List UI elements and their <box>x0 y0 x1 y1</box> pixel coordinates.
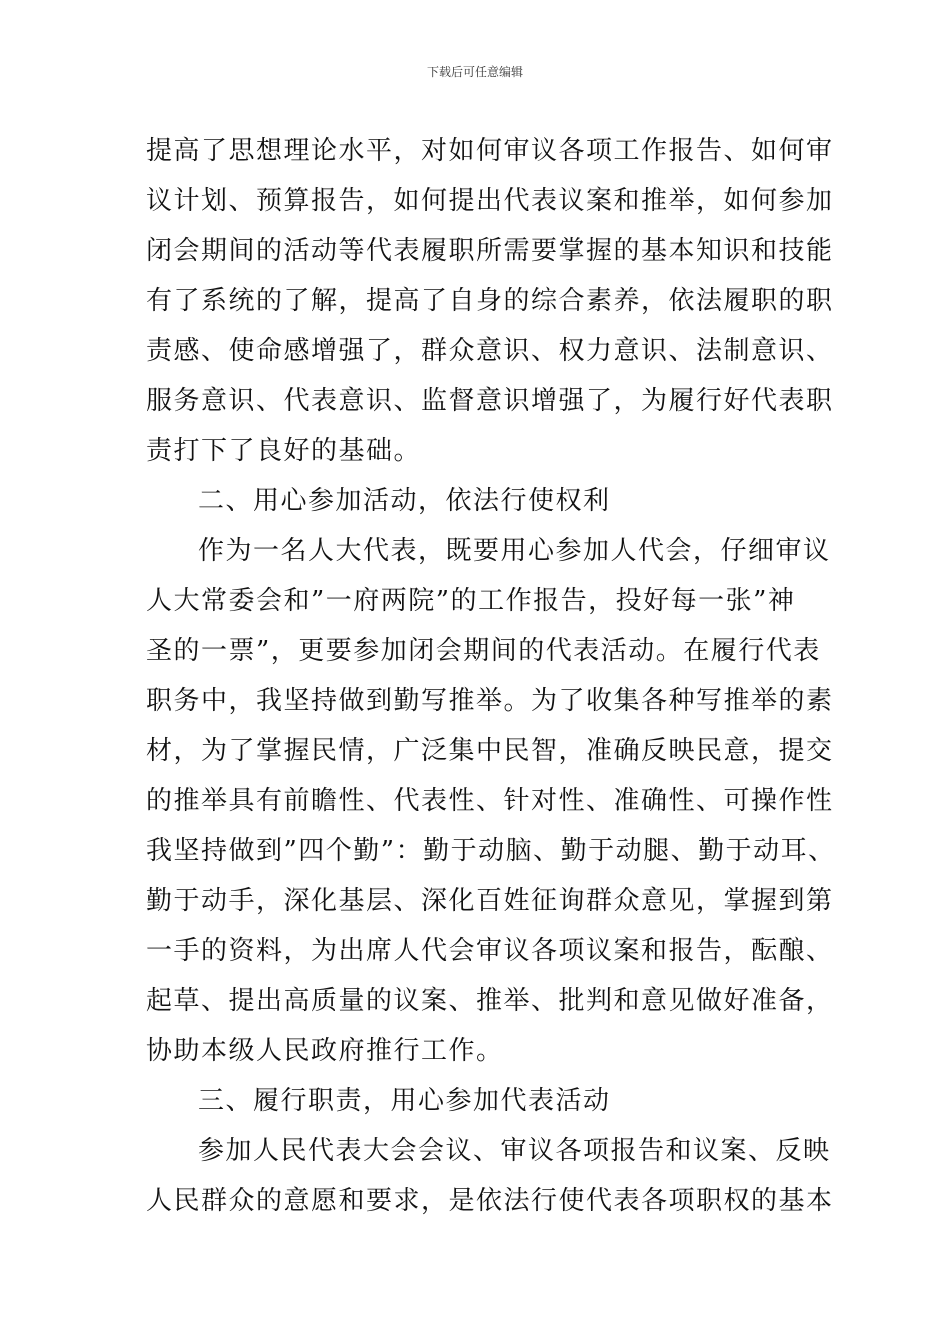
text-line: 责打下了良好的基础。 <box>146 436 422 466</box>
text-line: 圣的一票”，更要参加闭会期间的代表活动。在履行代表 <box>146 636 821 666</box>
document-body <box>146 126 836 1226</box>
text-line: 勤于动手，深化基层、深化百姓征询群众意见，掌握到第 <box>146 886 834 916</box>
text-line: 人大常委会和”一府两院”的工作报告，投好每一张”神 <box>146 586 796 616</box>
text-line: 有了系统的了解，提高了自身的综合素养，依法履职的职 <box>146 286 834 316</box>
text-line: 的推举具有前瞻性、代表性、针对性、准确性、可操作性 <box>146 786 834 816</box>
page-header: 下载后可任意编辑 <box>426 65 523 79</box>
text-line: 人民群众的意愿和要求，是依法行使代表各项职权的基本 <box>146 1186 834 1216</box>
text-line: 提高了思想理论水平，对如何审议各项工作报告、如何审 <box>146 136 834 166</box>
text-line: 起草、提出高质量的议案、推举、批判和意见做好准备， <box>146 986 834 1016</box>
section-heading: 二、用心参加活动，依法行使权利 <box>198 486 611 516</box>
text-line: 责感、使命感增强了，群众意识、权力意识、法制意识、 <box>146 336 834 366</box>
text-line: 协助本级人民政府推行工作。 <box>146 1036 504 1066</box>
paragraph-start: 作为一名人大代表，既要用心参加人代会，仔细审议 <box>198 536 831 566</box>
text-line: 闭会期间的活动等代表履职所需要掌握的基本知识和技能 <box>146 236 834 266</box>
text-line: 材，为了掌握民情，广泛集中民智，准确反映民意，提交 <box>146 736 834 766</box>
text-line: 职务中，我坚持做到勤写推举。为了收集各种写推举的素 <box>146 686 834 716</box>
text-line: 议计划、预算报告，如何提出代表议案和推举，如何参加 <box>146 186 834 216</box>
paragraph-start: 参加人民代表大会会议、审议各项报告和议案、反映 <box>198 1136 831 1166</box>
text-line: 服务意识、代表意识、监督意识增强了，为履行好代表职 <box>146 386 834 416</box>
section-heading: 三、履行职责，用心参加代表活动 <box>198 1086 611 1116</box>
text-line: 我坚持做到”四个勤”：勤于动脑、勤于动腿、勤于动耳、 <box>146 836 836 866</box>
text-line: 一手的资料，为出席人代会审议各项议案和报告，酝酿、 <box>146 936 834 966</box>
